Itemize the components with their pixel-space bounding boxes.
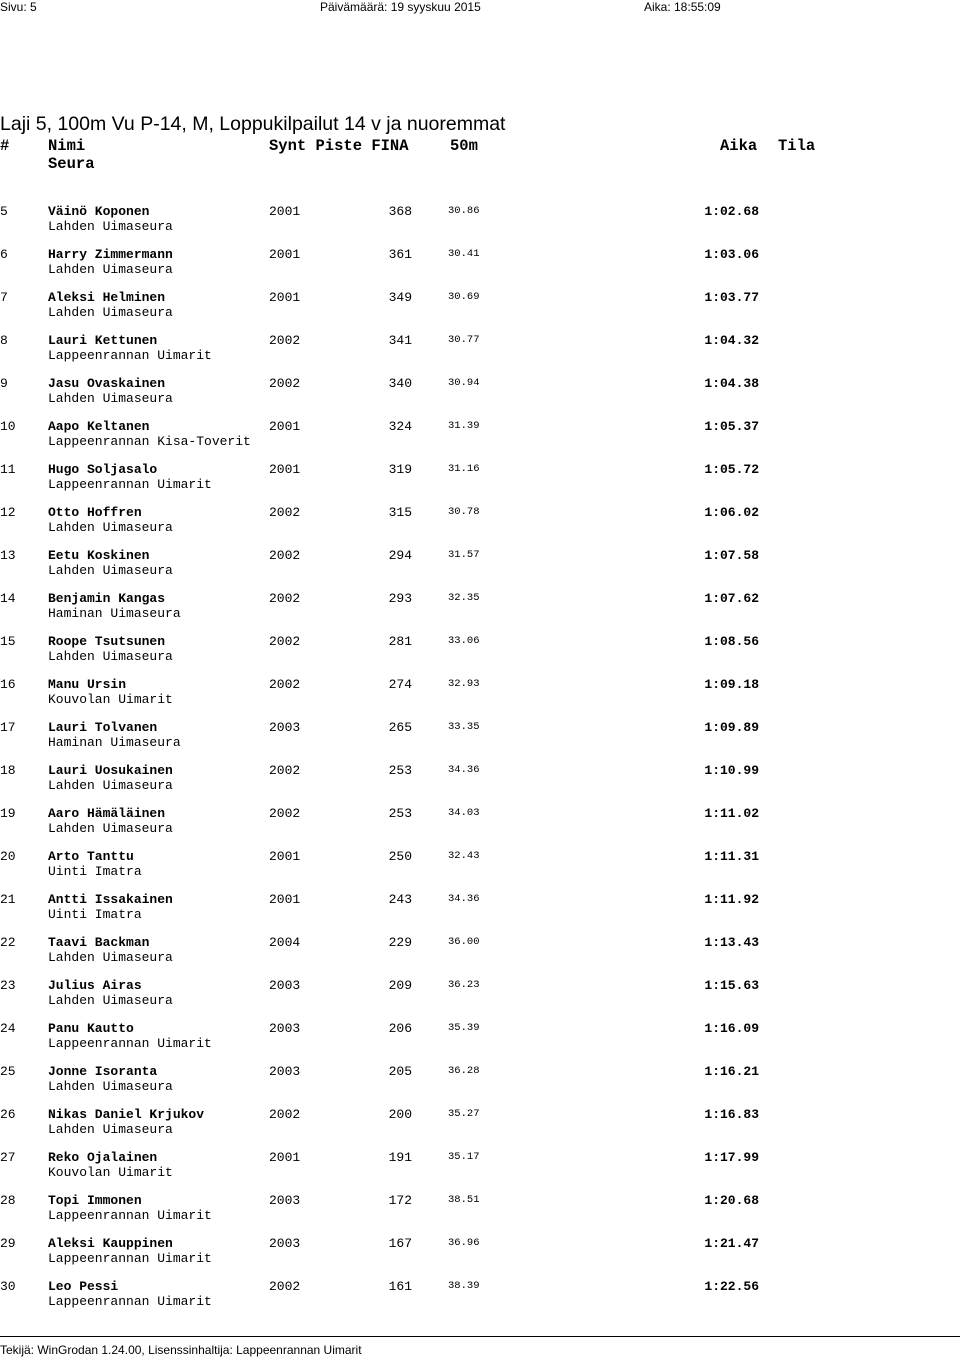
swimmer-name: Manu Ursin (48, 677, 127, 692)
final-time: 1:07.58 (704, 548, 759, 563)
birth-year: 2002 (269, 806, 301, 821)
header-year-points-fina: Synt Piste FINA (269, 137, 409, 155)
split-50m: 34.36 (448, 893, 480, 905)
fina-points: 349 (388, 290, 412, 305)
header-time: Aika (720, 137, 758, 155)
result-row (0, 1150, 960, 1180)
result-rank: 28 (0, 1193, 16, 1208)
final-time: 1:03.06 (704, 247, 759, 262)
result-rank: 12 (0, 505, 16, 520)
result-row (0, 763, 960, 793)
result-rank: 25 (0, 1064, 16, 1079)
result-row (0, 1021, 960, 1051)
split-50m: 33.35 (448, 721, 480, 733)
result-rank: 7 (0, 290, 8, 305)
swimmer-name: Lauri Kettunen (48, 333, 158, 348)
split-50m: 34.03 (448, 807, 480, 819)
result-rank: 17 (0, 720, 16, 735)
result-row (0, 204, 960, 234)
result-rank: 20 (0, 849, 16, 864)
fina-points: 340 (388, 376, 412, 391)
split-50m: 32.35 (448, 592, 480, 604)
fina-points: 324 (388, 419, 412, 434)
swimmer-name: Antti Issakainen (48, 892, 173, 907)
swimmer-name: Topi Immonen (48, 1193, 142, 1208)
swimmer-name: Leo Pessi (48, 1279, 119, 1294)
result-rank: 5 (0, 204, 8, 219)
split-50m: 30.78 (448, 506, 480, 518)
final-time: 1:11.92 (704, 892, 759, 907)
club-name: Lappeenrannan Uimarit (48, 1251, 212, 1266)
result-row (0, 290, 960, 320)
swimmer-name: Aapo Keltanen (48, 419, 150, 434)
split-50m: 30.94 (448, 377, 480, 389)
result-row (0, 1064, 960, 1094)
final-time: 1:07.62 (704, 591, 759, 606)
result-rank: 14 (0, 591, 16, 606)
club-name: Lahden Uimaseura (48, 821, 173, 836)
birth-year: 2001 (269, 462, 301, 477)
final-time: 1:02.68 (704, 204, 759, 219)
club-name: Lahden Uimaseura (48, 1079, 173, 1094)
split-50m: 38.39 (448, 1280, 480, 1292)
club-name: Kouvolan Uimarit (48, 692, 173, 707)
birth-year: 2002 (269, 634, 301, 649)
fina-points: 200 (388, 1107, 412, 1122)
fina-points: 253 (388, 806, 412, 821)
result-rank: 27 (0, 1150, 16, 1165)
birth-year: 2002 (269, 376, 301, 391)
fina-points: 161 (388, 1279, 412, 1294)
birth-year: 2003 (269, 1236, 301, 1251)
result-rank: 8 (0, 333, 8, 348)
final-time: 1:16.09 (704, 1021, 759, 1036)
final-time: 1:17.99 (704, 1150, 759, 1165)
final-time: 1:13.43 (704, 935, 759, 950)
page-number: Sivu: 5 (0, 0, 37, 14)
result-row (0, 419, 960, 449)
fina-points: 250 (388, 849, 412, 864)
birth-year: 2003 (269, 1064, 301, 1079)
split-50m: 30.77 (448, 334, 480, 346)
birth-year: 2002 (269, 548, 301, 563)
fina-points: 294 (388, 548, 412, 563)
club-name: Lahden Uimaseura (48, 520, 173, 535)
result-rank: 26 (0, 1107, 16, 1122)
split-50m: 35.27 (448, 1108, 480, 1120)
split-50m: 35.39 (448, 1022, 480, 1034)
footer-credit: Tekijä: WinGrodan 1.24.00, Lisenssinhaltija: Lappeenrannan Uimarit (0, 1343, 362, 1357)
final-time: 1:11.31 (704, 849, 759, 864)
header-status: Tila (778, 137, 816, 155)
birth-year: 2002 (269, 1107, 301, 1122)
result-row (0, 677, 960, 707)
final-time: 1:16.83 (704, 1107, 759, 1122)
birth-year: 2002 (269, 1279, 301, 1294)
club-name: Lappeenrannan Uimarit (48, 1036, 212, 1051)
club-name: Lahden Uimaseura (48, 391, 173, 406)
club-name: Lahden Uimaseura (48, 262, 173, 277)
result-rank: 24 (0, 1021, 16, 1036)
final-time: 1:04.38 (704, 376, 759, 391)
swimmer-name: Aleksi Helminen (48, 290, 166, 305)
birth-year: 2002 (269, 333, 301, 348)
birth-year: 2002 (269, 505, 301, 520)
result-rank: 19 (0, 806, 16, 821)
result-row (0, 1193, 960, 1223)
result-row (0, 720, 960, 750)
final-time: 1:09.18 (704, 677, 759, 692)
result-rank: 23 (0, 978, 16, 993)
fina-points: 209 (388, 978, 412, 993)
birth-year: 2001 (269, 892, 301, 907)
split-50m: 34.36 (448, 764, 480, 776)
birth-year: 2001 (269, 849, 301, 864)
swimmer-name: Harry Zimmermann (48, 247, 173, 262)
birth-year: 2003 (269, 720, 301, 735)
birth-year: 2001 (269, 247, 301, 262)
final-time: 1:15.63 (704, 978, 759, 993)
fina-points: 315 (388, 505, 412, 520)
split-50m: 32.93 (448, 678, 480, 690)
result-row (0, 247, 960, 277)
result-row (0, 1107, 960, 1137)
final-time: 1:04.32 (704, 333, 759, 348)
result-row (0, 548, 960, 578)
header-rank: # (0, 137, 10, 155)
birth-year: 2002 (269, 677, 301, 692)
final-time: 1:20.68 (704, 1193, 759, 1208)
final-time: 1:16.21 (704, 1064, 759, 1079)
club-name: Lahden Uimaseura (48, 219, 173, 234)
split-50m: 35.17 (448, 1151, 480, 1163)
header-split: 50m (450, 137, 478, 155)
final-time: 1:09.89 (704, 720, 759, 735)
final-time: 1:10.99 (704, 763, 759, 778)
swimmer-name: Reko Ojalainen (48, 1150, 158, 1165)
swimmer-name: Arto Tanttu (48, 849, 134, 864)
result-rank: 13 (0, 548, 16, 563)
split-50m: 36.28 (448, 1065, 480, 1077)
swimmer-name: Aleksi Kauppinen (48, 1236, 173, 1251)
birth-year: 2002 (269, 763, 301, 778)
result-row (0, 1236, 960, 1266)
result-row (0, 935, 960, 965)
result-row (0, 978, 960, 1008)
birth-year: 2004 (269, 935, 301, 950)
fina-points: 281 (388, 634, 412, 649)
club-name: Lahden Uimaseura (48, 950, 173, 965)
club-name: Lahden Uimaseura (48, 778, 173, 793)
fina-points: 361 (388, 247, 412, 262)
result-rank: 11 (0, 462, 16, 477)
club-name: Uinti Imatra (48, 864, 142, 879)
fina-points: 265 (388, 720, 412, 735)
fina-points: 274 (388, 677, 412, 692)
print-date: Päivämäärä: 19 syyskuu 2015 (320, 0, 481, 14)
result-row (0, 333, 960, 363)
swimmer-name: Aaro Hämäläinen (48, 806, 166, 821)
swimmer-name: Roope Tsutsunen (48, 634, 166, 649)
club-name: Lahden Uimaseura (48, 305, 173, 320)
fina-points: 205 (388, 1064, 412, 1079)
final-time: 1:22.56 (704, 1279, 759, 1294)
fina-points: 191 (388, 1150, 412, 1165)
fina-points: 229 (388, 935, 412, 950)
result-rank: 15 (0, 634, 16, 649)
swimmer-name: Nikas Daniel Krjukov (48, 1107, 205, 1122)
split-50m: 32.43 (448, 850, 480, 862)
final-time: 1:05.37 (704, 419, 759, 434)
swimmer-name: Otto Hoffren (48, 505, 142, 520)
swimmer-name: Taavi Backman (48, 935, 150, 950)
birth-year: 2001 (269, 419, 301, 434)
fina-points: 368 (388, 204, 412, 219)
split-50m: 31.16 (448, 463, 480, 475)
split-50m: 36.00 (448, 936, 480, 948)
swimmer-name: Jasu Ovaskainen (48, 376, 166, 391)
fina-points: 243 (388, 892, 412, 907)
result-rank: 29 (0, 1236, 16, 1251)
result-rank: 22 (0, 935, 16, 950)
club-name: Lahden Uimaseura (48, 563, 173, 578)
final-time: 1:21.47 (704, 1236, 759, 1251)
fina-points: 206 (388, 1021, 412, 1036)
swimmer-name: Panu Kautto (48, 1021, 134, 1036)
birth-year: 2003 (269, 1021, 301, 1036)
club-name: Lappeenrannan Uimarit (48, 477, 212, 492)
footer-divider (0, 1336, 960, 1337)
result-row (0, 634, 960, 664)
swimmer-name: Jonne Isoranta (48, 1064, 158, 1079)
fina-points: 172 (388, 1193, 412, 1208)
club-name: Lappeenrannan Uimarit (48, 348, 212, 363)
swimmer-name: Väinö Koponen (48, 204, 150, 219)
result-rank: 30 (0, 1279, 16, 1294)
club-name: Lahden Uimaseura (48, 649, 173, 664)
split-50m: 36.23 (448, 979, 480, 991)
swimmer-name: Julius Airas (48, 978, 142, 993)
final-time: 1:03.77 (704, 290, 759, 305)
header-club: Seura (48, 155, 95, 173)
result-row (0, 806, 960, 836)
print-time: Aika: 18:55:09 (644, 0, 721, 14)
club-name: Lahden Uimaseura (48, 1122, 173, 1137)
split-50m: 31.57 (448, 549, 480, 561)
fina-points: 319 (388, 462, 412, 477)
result-row (0, 376, 960, 406)
final-time: 1:08.56 (704, 634, 759, 649)
split-50m: 31.39 (448, 420, 480, 432)
result-rank: 10 (0, 419, 16, 434)
final-time: 1:11.02 (704, 806, 759, 821)
swimmer-name: Lauri Uosukainen (48, 763, 173, 778)
birth-year: 2003 (269, 978, 301, 993)
result-row (0, 591, 960, 621)
result-row (0, 1279, 960, 1309)
split-50m: 30.41 (448, 248, 480, 260)
birth-year: 2001 (269, 1150, 301, 1165)
result-rank: 9 (0, 376, 8, 391)
final-time: 1:06.02 (704, 505, 759, 520)
header-name: Nimi (48, 137, 86, 155)
fina-points: 293 (388, 591, 412, 606)
club-name: Kouvolan Uimarit (48, 1165, 173, 1180)
result-rank: 16 (0, 677, 16, 692)
club-name: Lahden Uimaseura (48, 993, 173, 1008)
club-name: Haminan Uimaseura (48, 735, 181, 750)
final-time: 1:05.72 (704, 462, 759, 477)
birth-year: 2002 (269, 591, 301, 606)
split-50m: 30.69 (448, 291, 480, 303)
swimmer-name: Lauri Tolvanen (48, 720, 158, 735)
split-50m: 30.86 (448, 205, 480, 217)
result-row (0, 849, 960, 879)
event-title: Laji 5, 100m Vu P-14, M, Loppukilpailut 14 v ja nuoremmat (0, 113, 506, 135)
split-50m: 33.06 (448, 635, 480, 647)
fina-points: 253 (388, 763, 412, 778)
fina-points: 341 (388, 333, 412, 348)
swimmer-name: Eetu Koskinen (48, 548, 150, 563)
club-name: Lappeenrannan Kisa-Toverit (48, 434, 251, 449)
split-50m: 36.96 (448, 1237, 480, 1249)
club-name: Lappeenrannan Uimarit (48, 1208, 212, 1223)
birth-year: 2001 (269, 204, 301, 219)
fina-points: 167 (388, 1236, 412, 1251)
birth-year: 2003 (269, 1193, 301, 1208)
birth-year: 2001 (269, 290, 301, 305)
swimmer-name: Benjamin Kangas (48, 591, 166, 606)
club-name: Haminan Uimaseura (48, 606, 181, 621)
swimmer-name: Hugo Soljasalo (48, 462, 158, 477)
club-name: Uinti Imatra (48, 907, 142, 922)
result-rank: 6 (0, 247, 8, 262)
result-rank: 21 (0, 892, 16, 907)
result-row (0, 892, 960, 922)
split-50m: 38.51 (448, 1194, 480, 1206)
result-rank: 18 (0, 763, 16, 778)
result-row (0, 462, 960, 492)
result-row (0, 505, 960, 535)
club-name: Lappeenrannan Uimarit (48, 1294, 212, 1309)
